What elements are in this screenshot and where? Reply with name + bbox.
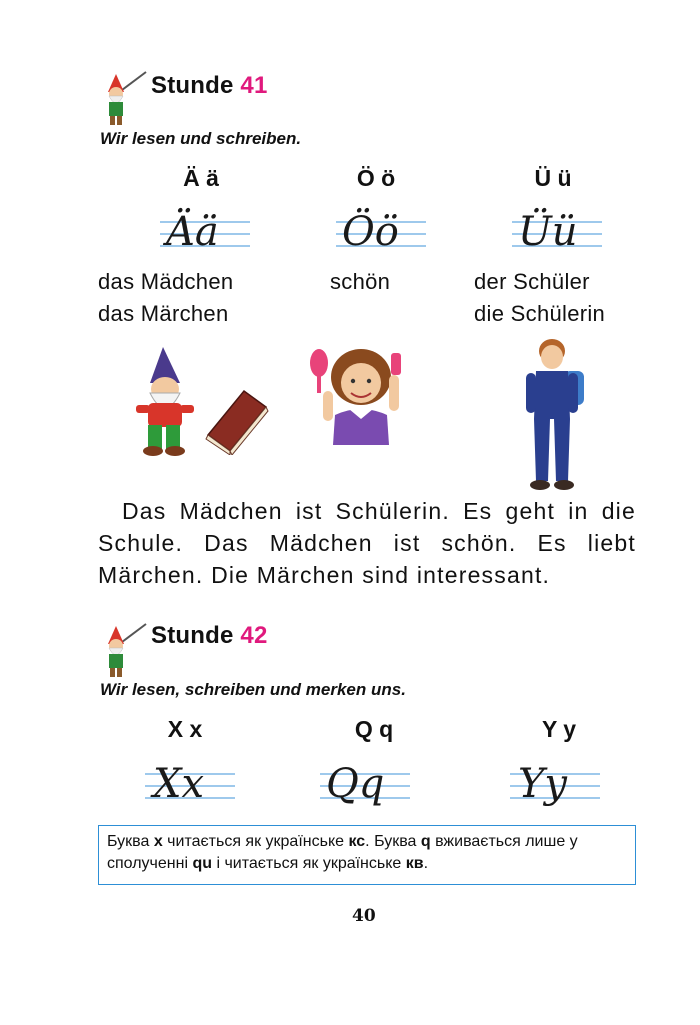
cursive-x-text: Xx [153,761,205,807]
word-das-marchen: das Märchen [98,301,229,326]
pronunciation-note-box: Буква x читається як українське кс. Буква q вживається лише у сполученні qu і читається як українське кв. [98,825,636,885]
letter-print-a-umlaut: Ä ä [183,165,219,191]
cursive-u-umlaut-text: Üü [518,209,578,255]
lesson-41-number: 41 [240,72,268,99]
cursive-a-umlaut [160,200,250,256]
girl-illustration [305,345,415,445]
cursive-q-text: Qq [326,761,385,807]
gnome-teacher-icon [100,70,150,128]
lesson-41-title: Stunde 41 [151,72,268,99]
cursive-u-umlaut [512,200,602,256]
letter-print-x: X x [167,716,203,742]
lesson-42-instruction: Wir lesen, schreiben und merken uns. [100,680,406,699]
word-der-schuler: der Schüler [474,269,590,294]
letter-print-o-umlaut: Ö ö [356,165,396,191]
cursive-o-umlaut-text: Öö [342,209,399,255]
cursive-y-text: Yy [518,761,568,807]
cursive-q [320,750,410,810]
lesson-41-reading-text: Das Mädchen ist Schülerin. Es geht in die Schule. Das Mädchen ist schön. Es liebt Märchen. Die Märchen sind interessant. [98,498,636,588]
lesson-42-title: Stunde 42 [151,622,268,649]
letter-print-u-umlaut: Ü ü [534,165,572,191]
cursive-y [510,750,600,810]
cursive-o-umlaut [336,200,426,256]
gnome-teacher-icon [100,622,150,680]
cursive-a-umlaut-text: Ää [166,209,219,255]
page-number: 40 [352,906,376,926]
lesson-41-instruction: Wir lesen und schreiben. [100,129,302,148]
word-die-schulerin: die Schülerin [474,301,606,326]
letter-print-y: Y y [541,716,577,742]
letter-print-q: Q q [354,716,394,742]
word-schon: schön [330,269,391,294]
gnome-illustration [128,345,203,457]
book-illustration [200,385,270,455]
cursive-x [145,750,235,810]
schoolboy-illustration [512,335,592,493]
word-das-madchen: das Mädchen [98,269,234,294]
lesson-42-number: 42 [240,622,268,649]
